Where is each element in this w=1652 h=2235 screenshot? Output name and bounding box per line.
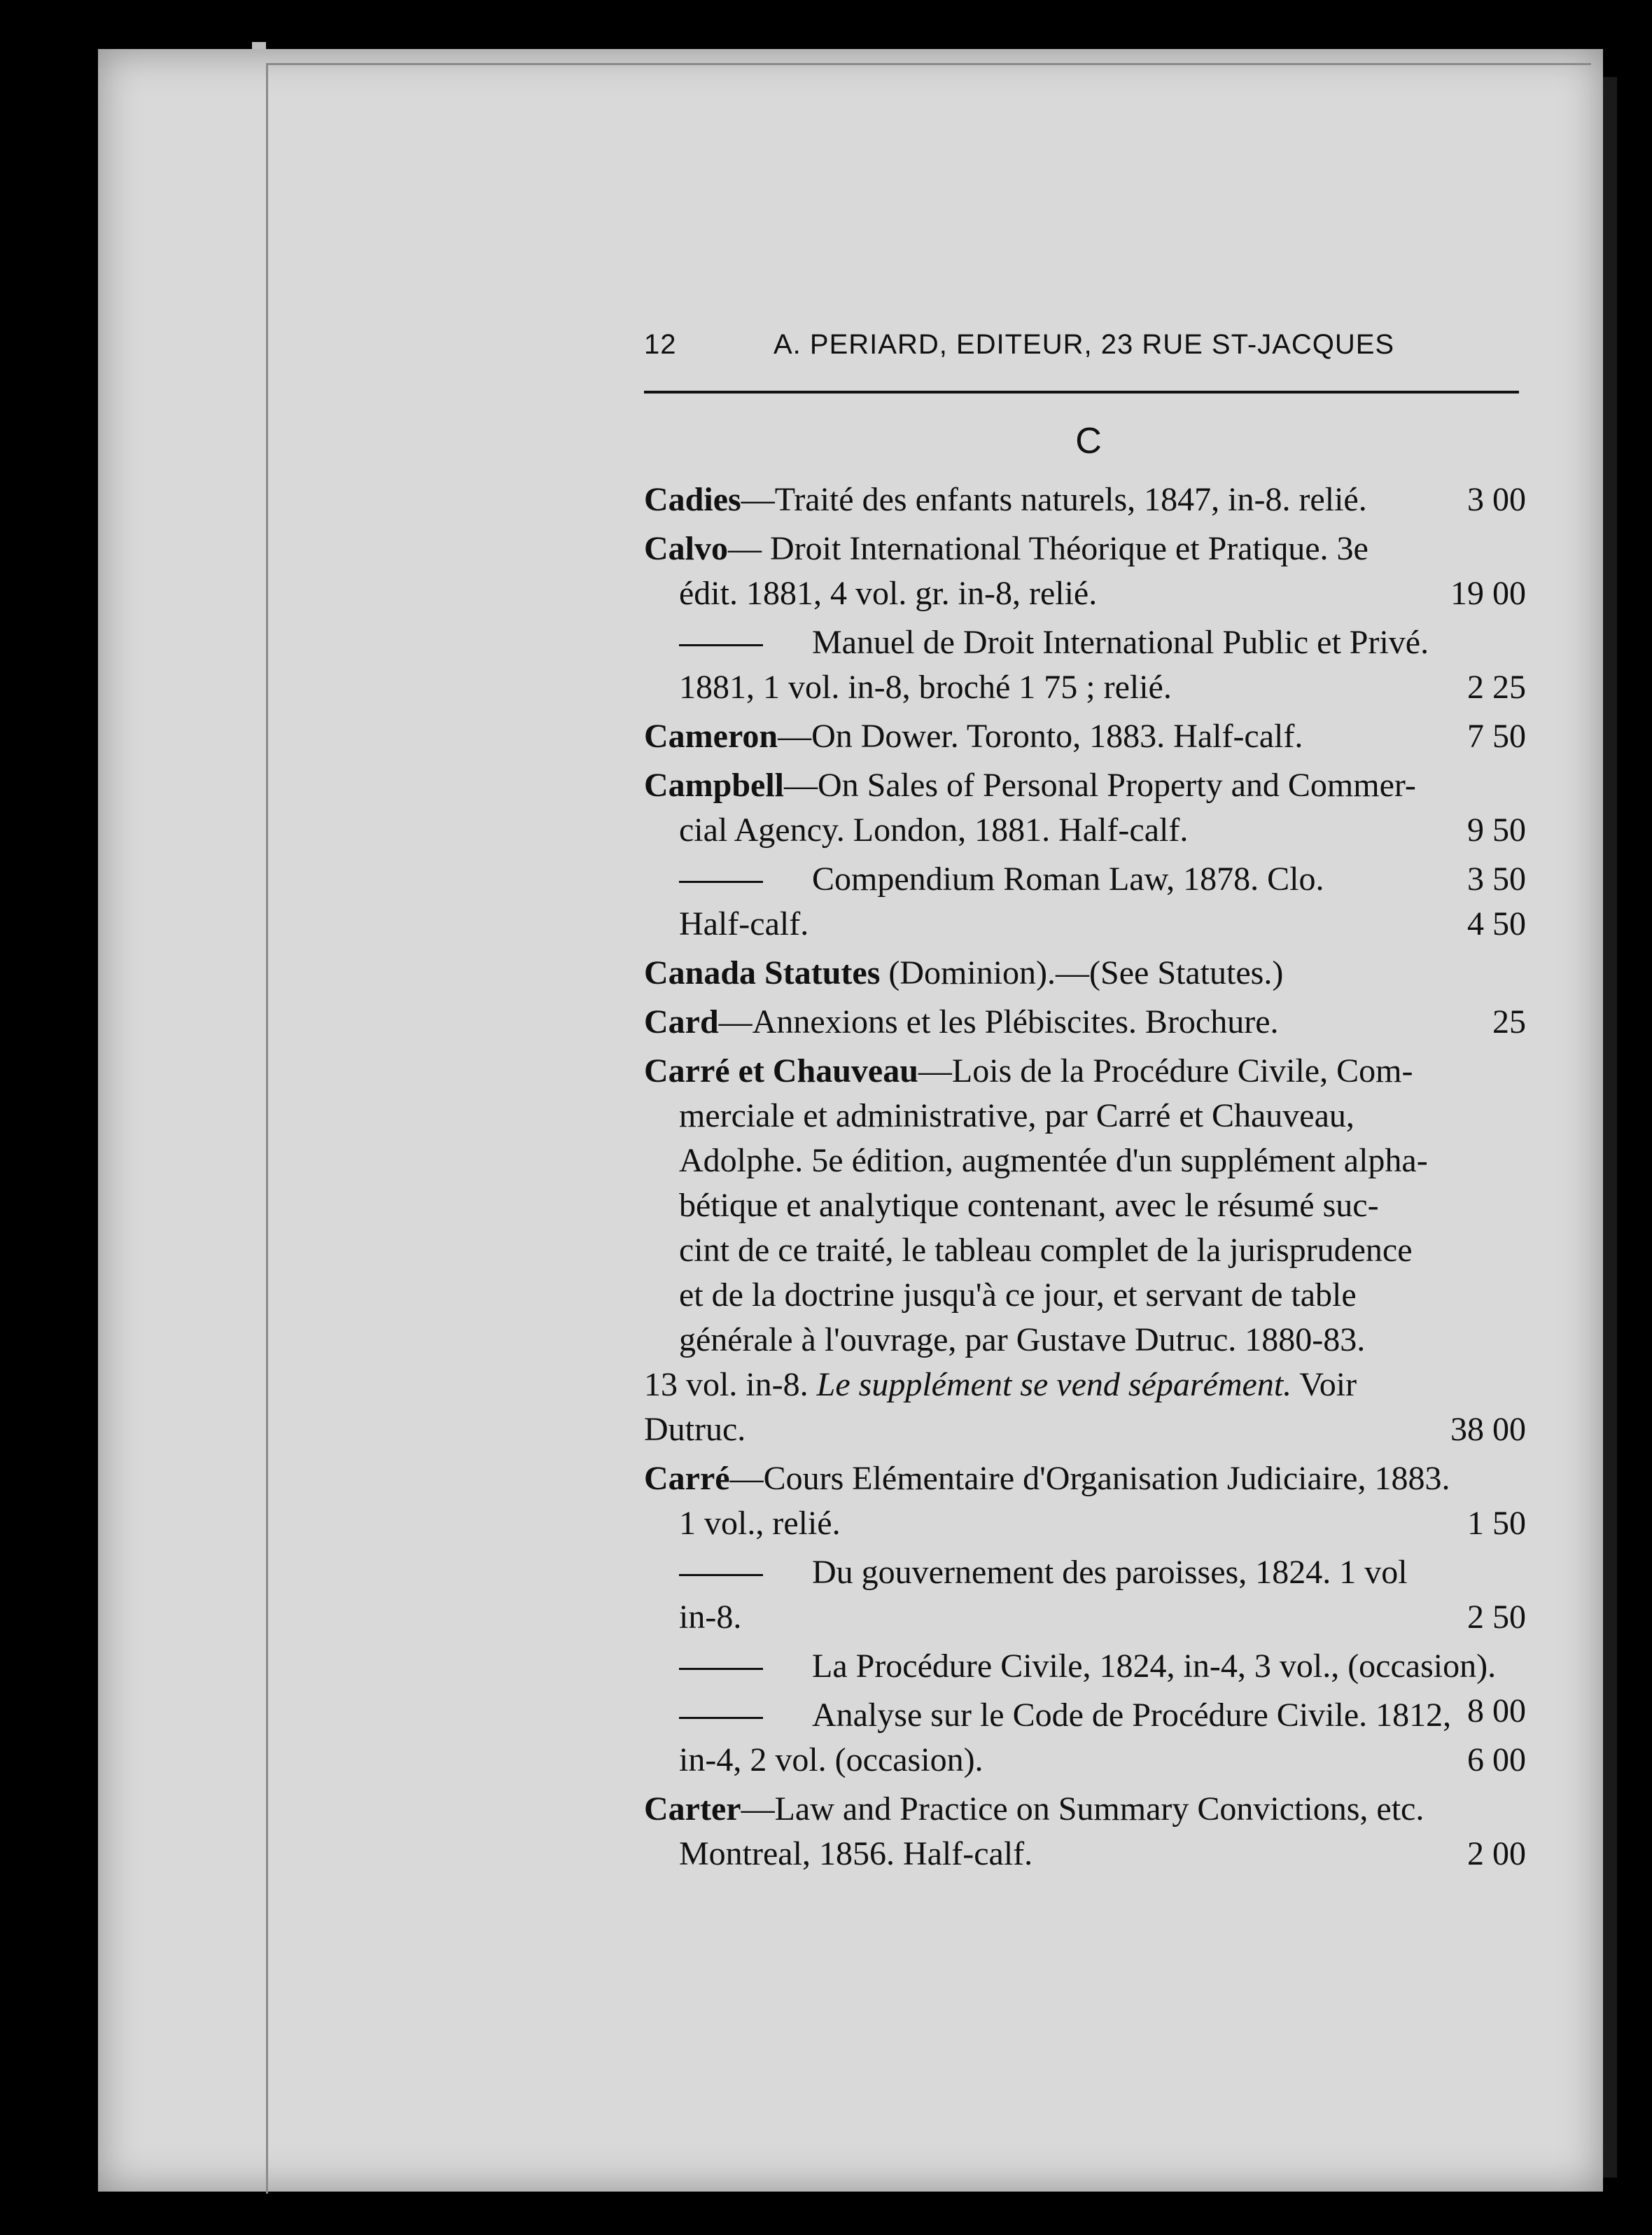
entry-line: générale à l'ouvrage, par Gustave Dutruc. 1880-83. xyxy=(679,1321,1366,1358)
entry-text: La Procédure Civile, 1824, in-4, 3 vol., (occasion). xyxy=(812,1648,1497,1685)
catalog-entry xyxy=(644,951,1533,996)
entry-price: 2 50 xyxy=(1467,1599,1526,1636)
entry-text: —On Dower. Toronto, 1883. Half-calf. xyxy=(778,718,1303,755)
entry-text: —Lois de la Procédure Civile, Com- xyxy=(918,1052,1413,1089)
catalog-entry xyxy=(644,1693,1533,1783)
binding-shadow xyxy=(1603,77,1617,2178)
entry-author: Cameron xyxy=(644,718,778,755)
entry-price: 2 25 xyxy=(1467,669,1526,706)
entry-note: Le supplément se vend séparément. xyxy=(816,1366,1292,1403)
entry-continuation: Dutruc. xyxy=(644,1411,746,1448)
catalog-entry xyxy=(644,478,1533,522)
entry-price: 38 00 xyxy=(1450,1411,1526,1448)
entry-price: 6 00 xyxy=(1467,1741,1526,1778)
section-letter: C xyxy=(1075,421,1102,461)
entry-text: —Law and Practice on Summary Convictions, etc. xyxy=(741,1790,1424,1827)
catalog-entry xyxy=(644,527,1533,616)
entry-line: merciale et administrative, par Carré et Chauveau, xyxy=(679,1097,1354,1134)
entry-price: 8 00 xyxy=(1467,1692,1526,1729)
catalog-entry xyxy=(644,1550,1533,1640)
entry-text: —Cours Elémentaire d'Organisation Judiciaire, 1883. xyxy=(729,1460,1450,1497)
entry-continuation: 1881, 1 vol. in-8, broché 1 75 ; relié. xyxy=(679,669,1172,706)
ditto-dash xyxy=(679,881,763,883)
entry-text: —On Sales of Personal Property and Commer- xyxy=(784,767,1416,804)
entry-price: 19 00 xyxy=(1450,575,1526,612)
entry-author: Carter xyxy=(644,1790,741,1827)
entry-author: Carré et Chauveau xyxy=(644,1052,918,1089)
catalog-entry xyxy=(644,1000,1533,1045)
entry-author: Card xyxy=(644,1003,719,1040)
entry-text: Analyse sur le Code de Procédure Civile. 1812, xyxy=(812,1697,1452,1734)
entry-line: et de la doctrine jusqu'à ce jour, et servant de table xyxy=(679,1276,1357,1314)
catalog-text xyxy=(644,329,1533,1881)
ditto-dash xyxy=(679,1717,763,1719)
entry-text: — Droit International Théorique et Pratique. 3e xyxy=(728,530,1368,567)
running-header xyxy=(644,329,1533,378)
entry-line: cint de ce traité, le tableau complet de la jurisprudence xyxy=(679,1232,1413,1269)
entry-volume: 13 vol. in-8. xyxy=(644,1366,808,1403)
catalog-entry xyxy=(644,763,1533,853)
ditto-dash xyxy=(679,1574,763,1576)
entry-continuation: in-4, 2 vol. (occasion). xyxy=(679,1741,983,1778)
publisher-line: A. PERIARD, EDITEUR, 23 RUE ST-JACQUES xyxy=(774,329,1395,360)
entry-continuation: in-8. xyxy=(679,1599,742,1636)
catalog-entry xyxy=(644,714,1533,759)
entry-price: 7 50 xyxy=(1467,718,1526,755)
entry-price: 2 00 xyxy=(1467,1835,1526,1872)
catalog-entry xyxy=(644,1456,1533,1546)
entry-text: —Traité des enfants naturels, 1847, in-8. relié. xyxy=(741,481,1367,518)
entry-text: —Annexions et les Plébiscites. Brochure. xyxy=(718,1003,1279,1040)
catalog-entry xyxy=(644,1787,1533,1877)
entry-author: Cadies xyxy=(644,481,741,518)
entry-price-alt: 4 50 xyxy=(1467,905,1526,942)
entry-price: 9 50 xyxy=(1467,812,1526,849)
entry-continuation: Montreal, 1856. Half-calf. xyxy=(679,1835,1033,1872)
catalog-entry xyxy=(644,1049,1533,1452)
entry-continuation: 1 vol., relié. xyxy=(679,1505,841,1542)
entry-text: Compendium Roman Law, 1878. Clo. xyxy=(812,861,1324,898)
entry-price: 3 50 xyxy=(1467,861,1526,898)
entry-continuation: édit. 1881, 4 vol. gr. in-8, relié. xyxy=(679,575,1098,612)
catalog-entry xyxy=(644,620,1533,710)
header-rule xyxy=(644,391,1519,394)
ditto-dash xyxy=(679,1668,763,1670)
entry-continuation: cial Agency. London, 1881. Half-calf. xyxy=(679,812,1189,849)
entry-text: Manuel de Droit International Public et Privé. xyxy=(812,624,1429,661)
catalog-entry xyxy=(644,857,1533,947)
page-number: 12 xyxy=(644,329,677,360)
entry-price: 1 50 xyxy=(1467,1505,1526,1542)
entry-continuation: Half-calf. xyxy=(679,905,809,942)
entry-price: 3 00 xyxy=(1467,481,1526,518)
entry-author: Calvo xyxy=(644,530,728,567)
entry-author: Canada Statutes xyxy=(644,954,881,991)
ditto-dash xyxy=(679,644,763,646)
entry-price: 25 xyxy=(1492,1003,1526,1040)
entry-line: bétique et analytique contenant, avec le résumé suc- xyxy=(679,1187,1379,1224)
entry-author: Carré xyxy=(644,1460,730,1497)
entry-line: Adolphe. 5e édition, augmentée d'un supplément alpha- xyxy=(679,1142,1428,1179)
entry-text: Du gouvernement des paroisses, 1824. 1 vol xyxy=(812,1554,1408,1591)
entry-voir: Voir xyxy=(1299,1366,1357,1403)
entry-author: Campbell xyxy=(644,767,785,804)
entry-text: (Dominion).—(See Statutes.) xyxy=(880,954,1284,991)
